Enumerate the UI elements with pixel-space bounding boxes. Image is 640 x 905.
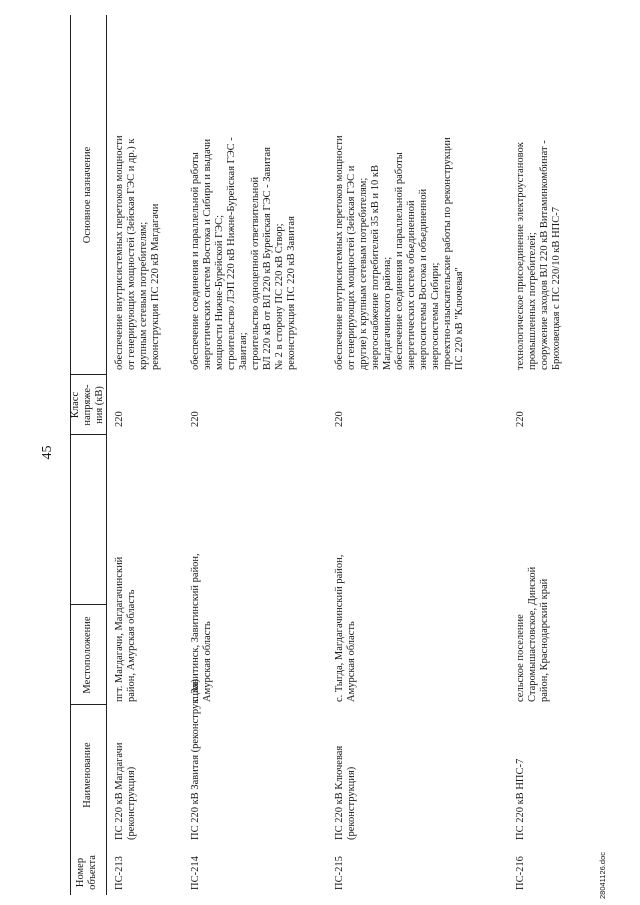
- row-purpose-line: другие) к крупным сетевым потребителям;: [358, 177, 369, 370]
- row-number: ПС-214: [190, 856, 201, 890]
- row-voltage: 220: [334, 411, 345, 427]
- row-purpose: [334, 10, 466, 370]
- row-purpose-line: проектно-изыскательские работы по реконструкции: [442, 137, 453, 370]
- row-purpose-line: крупным сетевым потребителям;: [138, 221, 149, 370]
- row-purpose-line: обеспечение соединения и параллельной работы: [190, 152, 201, 370]
- row-location-line: Амурская область: [346, 621, 357, 702]
- row-purpose-line: Завитая;: [238, 332, 249, 370]
- header-purpose: [70, 15, 106, 375]
- row-purpose-line: энергосистемы Сибири;: [430, 262, 441, 370]
- row-purpose-line: Брюховецкая с ПС 220/10 кВ НПС-7: [551, 207, 562, 370]
- row-purpose-line: от генерирующих мощностей (Зейская ГЭС и: [346, 165, 357, 370]
- header-number-line: объекта: [87, 855, 98, 890]
- row-voltage: 220: [515, 411, 526, 427]
- header-location-line: Местоположение: [82, 616, 93, 694]
- header-voltage-line: напряже-: [82, 384, 93, 426]
- row-name-line: ПС 220 кВ Магдагачи: [114, 742, 125, 840]
- row-voltage: 220: [190, 411, 201, 427]
- row-purpose-line: ВЛ 220 кВ от ВЛ 220 кВ Бурейская ГЭС - Завитая: [262, 147, 273, 370]
- row-voltage: 220: [114, 411, 125, 427]
- row-purpose-line: № 2 в сторону ПС 220 кВ Створ;: [274, 223, 285, 370]
- row-purpose-line: энергоснабжение потребителей 35 кВ и 10 кВ: [370, 165, 381, 370]
- row-purpose: [515, 10, 563, 370]
- header-number: [68, 845, 106, 900]
- row-name: [334, 705, 358, 840]
- row-location-line: г. Завитинск, Завитинский район,: [190, 553, 201, 702]
- header-voltage: [70, 375, 106, 435]
- row-location-line: Старомышастовское, Динской: [527, 566, 538, 702]
- row-number: ПС-215: [334, 856, 345, 890]
- row-purpose-line: ПС 220 кВ "Ключевая": [454, 267, 465, 370]
- header-number-line: Номер: [75, 857, 86, 888]
- page-number: 45: [40, 445, 55, 460]
- row-name: [114, 705, 138, 840]
- row-location: [190, 532, 214, 702]
- row-location-line: район, Краснодарский край: [539, 578, 550, 702]
- header-name: [70, 705, 106, 845]
- row-purpose-line: реконструкция ПС 220 кВ Завитая: [286, 216, 297, 370]
- row-purpose-line: мощности Нижне-Бурейской ГЭС;: [214, 214, 225, 370]
- row-purpose-line: обеспечение внутрисистемных перетоков мощности: [334, 135, 345, 370]
- row-name-line: ПС 220 кВ Завитая (реконструкция): [190, 679, 201, 840]
- row-purpose-line: энергосистемы Востока и объединенной: [418, 188, 429, 370]
- table-header-border: [106, 15, 107, 895]
- row-purpose-line: энергетических систем объединенной: [406, 200, 417, 370]
- header-location: [70, 605, 106, 705]
- row-location: [114, 532, 138, 702]
- row-location: [334, 532, 358, 702]
- header-name-line: Наименование: [82, 742, 93, 808]
- row-location-line: район, Амурская область: [126, 589, 137, 702]
- row-purpose: [114, 10, 162, 370]
- row-purpose-line: строительство одноцепной ответвительной: [250, 176, 261, 370]
- row-name: [515, 705, 527, 840]
- row-location-line: Амурская область: [202, 621, 213, 702]
- row-location-line: сельское поселение: [515, 614, 526, 702]
- row-location-line: пгт. Магдагачи, Магдагачинский: [114, 556, 125, 702]
- row-name-line: ПС 220 кВ НПС-7: [515, 758, 526, 840]
- row-location: [515, 532, 551, 702]
- row-name-line: ПС 220 кВ Ключевая: [334, 745, 345, 840]
- row-number: ПС-213: [114, 856, 125, 890]
- row-name-line: (реконструкция): [346, 766, 357, 840]
- header-voltage-line: Класс: [70, 391, 81, 419]
- row-purpose-line: Магдагачинского района;: [382, 256, 393, 370]
- row-purpose-line: обеспечение внутрисистемных перетоков мощности: [114, 135, 125, 370]
- row-purpose-line: сооружение заходов ВЛ 220 кВ Витаминкомбинат -: [539, 140, 550, 370]
- header-voltage-line: ния (кВ): [94, 386, 105, 424]
- row-purpose-line: энергетических систем Востока и Сибири и выдачи: [202, 138, 213, 370]
- row-purpose-line: от генерирующих мощностей (Зейская ГЭС и др.) к: [126, 138, 137, 370]
- row-purpose-line: промышленных потребителей;: [527, 232, 538, 370]
- row-purpose-line: строительство ЛЭП 220 кВ Нижне-Бурейская ГЭС -: [226, 137, 237, 370]
- row-purpose-line: обеспечение соединения и параллельной работы: [394, 152, 405, 370]
- footer-code: 28041126.doc: [598, 852, 607, 899]
- row-purpose-line: технологическое присоединение электроустановок: [515, 142, 526, 370]
- row-purpose: [190, 10, 298, 370]
- row-purpose-line: реконструкция ПС 220 кВ Магдагачи: [150, 203, 161, 370]
- row-name-line: (реконструкция): [126, 766, 137, 840]
- header-purpose-line: Основное назначение: [82, 146, 93, 244]
- row-location-line: с. Тыгда, Магдагачинский район,: [334, 554, 345, 702]
- row-name: [190, 679, 202, 840]
- row-number: ПС-216: [515, 856, 526, 890]
